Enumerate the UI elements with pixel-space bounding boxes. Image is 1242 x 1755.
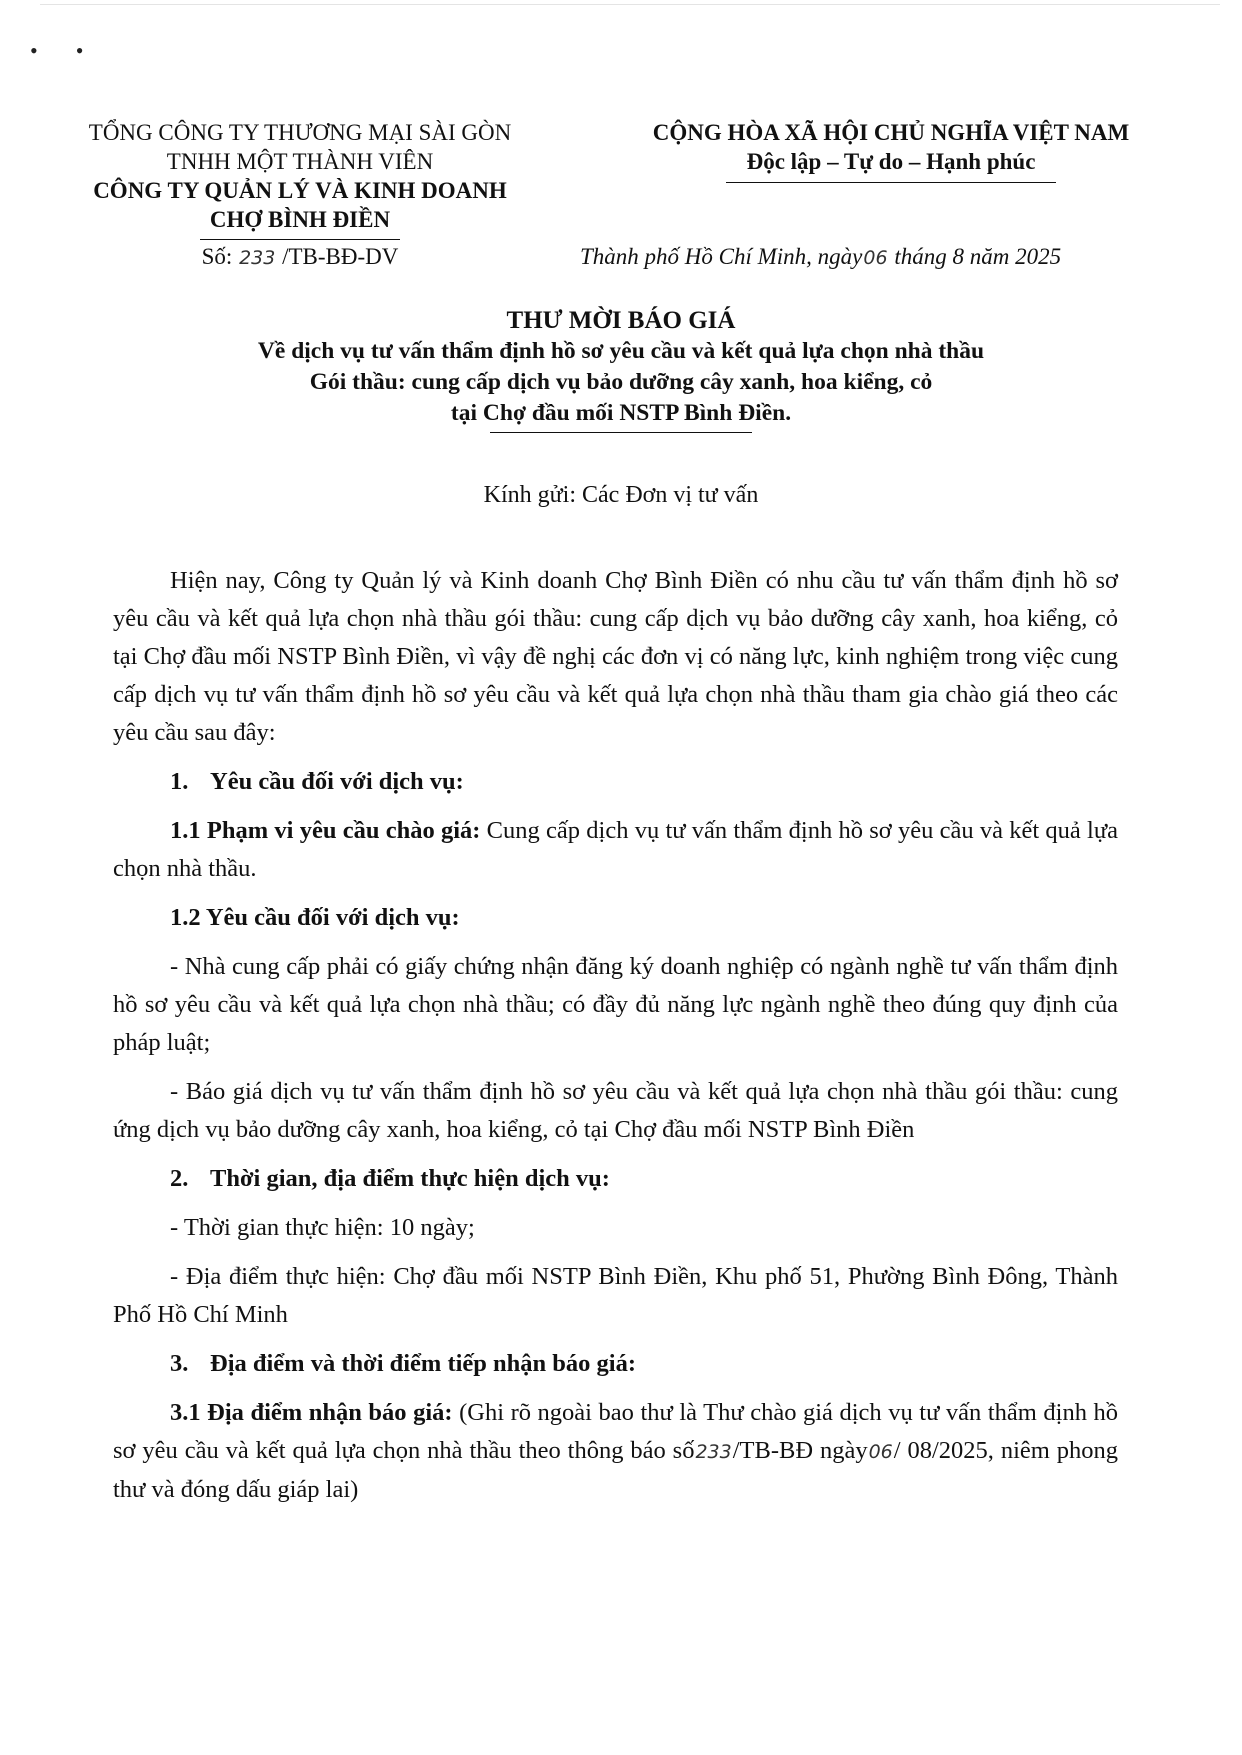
section-2-number: 2.	[170, 1165, 189, 1192]
title-underline	[490, 432, 752, 433]
org-parent-line1: TỔNG CÔNG TY THƯƠNG MẠI SÀI GÒN	[88, 120, 512, 145]
section-1-2-heading: 1.2 Yêu cầu đối với dịch vụ:	[170, 904, 460, 931]
section-2-bullet-1: - Thời gian thực hiện: 10 ngày;	[170, 1214, 475, 1241]
scan-edge-line	[40, 4, 1220, 5]
section-1-heading	[113, 763, 1118, 801]
motto-underline	[726, 182, 1056, 183]
doc-number-label: Số:	[201, 244, 239, 269]
org-underline	[200, 239, 400, 240]
letter-subtitle-2: Gói thầu: cung cấp dịch vụ bảo dưỡng cây xanh, hoa kiểng, cỏ	[309, 369, 933, 395]
recipient-line: Kính gửi: Các Đơn vị tư vấn	[483, 482, 759, 508]
handwritten-day: 06	[863, 247, 888, 269]
section-2-title: Thời gian, địa điểm thực hiện dịch vụ:	[210, 1165, 610, 1192]
national-motto: Độc lập – Tự do – Hạnh phúc	[746, 149, 1036, 174]
place-date-suffix: tháng 8 năm 2025	[888, 244, 1062, 269]
national-title: CỘNG HÒA XÃ HỘI CHỦ NGHĨA VIỆT NAM	[652, 120, 1130, 145]
handwritten-notice-number: 233	[695, 1441, 732, 1463]
org-name-line1: CÔNG TY QUẢN LÝ VÀ KINH DOANH	[93, 178, 507, 203]
org-parent-line2: TNHH MỘT THÀNH VIÊN	[166, 149, 434, 174]
letter-body	[113, 562, 1118, 1509]
section-1-1-text: Cung cấp dịch vụ tư vấn thẩm định hồ sơ yêu cầu và kết quả lựa chọn nhà thầu.	[113, 817, 1118, 882]
national-header	[580, 118, 1202, 183]
section-3-1-text-c: / 08/2025, niêm phong thư và đóng dấu giáp lai)	[113, 1437, 1118, 1503]
document-number	[40, 244, 560, 270]
section-1-1-label: 1.1 Phạm vi yêu cầu chào giá:	[170, 817, 481, 844]
organization-header	[40, 118, 560, 240]
section-2-heading	[113, 1160, 1118, 1198]
section-1-2-bullet-1: - Nhà cung cấp phải có giấy chứng nhận đăng ký doanh nghiệp có ngành nghề tư vấn thẩm định hồ sơ yêu cầu và kết quả lựa chọn nhà thầu; có đầy đủ năng lực ngành nghề theo đúng quy định của pháp luật;	[113, 953, 1118, 1056]
doc-number-suffix: /TB-BĐ-DV	[276, 244, 399, 269]
scan-marks: ••	[30, 38, 122, 63]
handwritten-doc-number: 233	[239, 247, 276, 269]
letter-title: THƯ MỜI BÁO GIÁ	[506, 307, 736, 334]
section-1-2-bullet-2: - Báo giá dịch vụ tư vấn thẩm định hồ sơ yêu cầu và kết quả lựa chọn nhà thầu gói thầu: cung ứng dịch vụ bảo dưỡng cây xanh, hoa kiểng, cỏ tại Chợ đầu mối NSTP Bình Điền	[113, 1078, 1118, 1143]
place-date-prefix: Thành phố Hồ Chí Minh, ngày	[580, 244, 863, 269]
section-3-1	[113, 1394, 1118, 1509]
section-3-1-text-a: (Ghi rõ ngoài bao thư là Thư chào giá dịch vụ tư vấn thẩm định hồ sơ yêu cầu và kết quả lựa chọn nhà thầu theo thông báo số	[113, 1399, 1118, 1464]
section-2-bullet-2: - Địa điểm thực hiện: Chợ đầu mối NSTP Bình Điền, Khu phố 51, Phường Bình Đông, Thành Phố Hồ Chí Minh	[113, 1263, 1118, 1328]
section-1-number: 1.	[170, 768, 189, 795]
letter-subtitle-1: Về dịch vụ tư vấn thẩm định hồ sơ yêu cầu và kết quả lựa chọn nhà thầu	[257, 338, 985, 364]
section-1-1	[113, 812, 1118, 888]
letter-title-block	[40, 305, 1202, 433]
section-1-title: Yêu cầu đối với dịch vụ:	[210, 768, 464, 795]
section-3-1-text-b: /TB-BĐ ngày	[732, 1437, 868, 1464]
letter-subtitle-3: tại Chợ đầu mối NSTP Bình Điền.	[450, 400, 792, 426]
handwritten-notice-day: 06	[868, 1441, 893, 1463]
intro-paragraph: Hiện nay, Công ty Quản lý và Kinh doanh Chợ Bình Điền có nhu cầu tư vấn thẩm định hồ sơ yêu cầu và kết quả lựa chọn nhà thầu gói thầu: cung cấp dịch vụ bảo dưỡng cây xanh, hoa kiểng, cỏ tại Chợ đầu mối NSTP Bình Điền, vì vậy đề nghị các đơn vị có năng lực, kinh nghiệm trong việc cung cấp dịch vụ tư vấn thẩm định hồ sơ yêu cầu và kết quả lựa chọn nhà thầu tham gia chào giá theo các yêu cầu sau đây:	[113, 567, 1118, 746]
org-name-line2: CHỢ BÌNH ĐIỀN	[209, 207, 391, 232]
section-3-heading	[113, 1345, 1118, 1383]
place-date	[580, 244, 1240, 270]
section-3-number: 3.	[170, 1350, 189, 1377]
section-3-1-label: 3.1 Địa điểm nhận báo giá:	[170, 1399, 453, 1426]
section-3-title: Địa điểm và thời điểm tiếp nhận báo giá:	[210, 1350, 637, 1377]
